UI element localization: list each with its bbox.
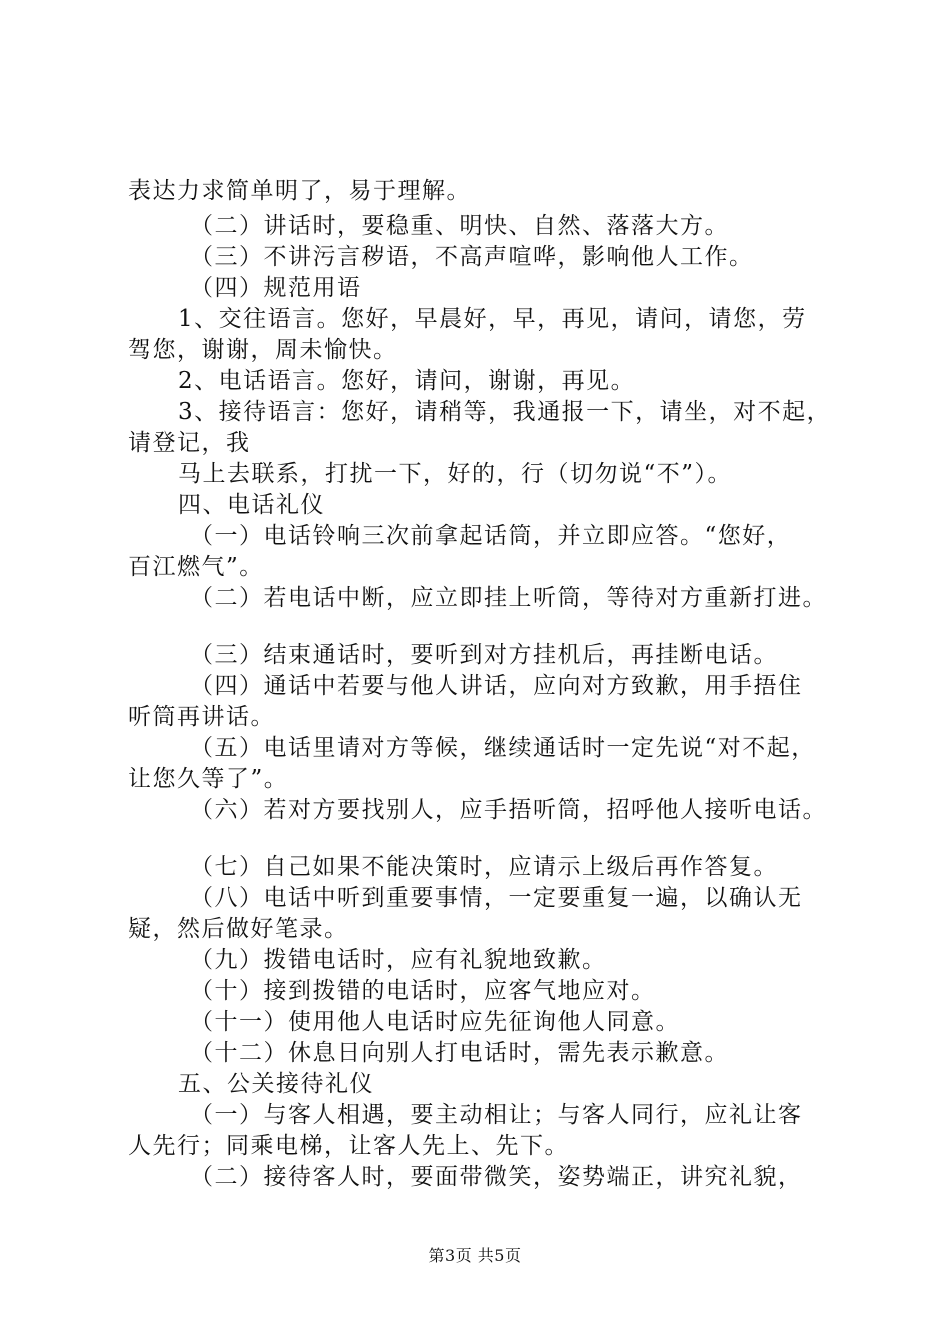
text-line: （一）与客人相遇，要主动相让；与客人同行，应礼让客 [190, 1102, 803, 1128]
text-line: 请登记，我 [128, 430, 251, 456]
text-line: （六）若对方要找别人，应手捂听筒，招呼他人接听电话。 [190, 797, 827, 823]
text-line: （四）规范用语 [190, 275, 362, 301]
text-line: （十）接到拨错的电话时，应客气地应对。 [190, 978, 656, 1004]
text-line: （八）电话中听到重要事情，一定要重复一遍，以确认无 [190, 885, 803, 911]
text-line: 让您久等了”。 [128, 766, 289, 792]
text-line: 驾您，谢谢，周未愉快。 [128, 337, 398, 363]
text-line: （四）通话中若要与他人讲话，应向对方致歉，用手捂住 [190, 673, 803, 699]
text-line: 1、交往语言。您好，早晨好，早，再见，请问，请您，劳 [178, 306, 807, 332]
text-line: 听筒再讲话。 [128, 704, 275, 730]
text-line: 疑，然后做好笔录。 [128, 916, 349, 942]
text-line: 五、公关接待礼仪 [178, 1071, 374, 1097]
text-line: （二）接待客人时，要面带微笑，姿势端正，讲究礼貌， [190, 1164, 803, 1190]
text-line: （五）电话里请对方等候，继续通话时一定先说“对不起， [190, 735, 816, 761]
text-line: （九）拨错电话时，应有礼貌地致歉。 [190, 947, 607, 973]
text-line: 3、接待语言：您好，请稍等，我通报一下，请坐，对不起， [178, 399, 832, 425]
text-line: （三）结束通话时，要听到对方挂机后，再挂断电话。 [190, 642, 778, 668]
text-line: （十二）休息日向别人打电话时，需先表示歉意。 [190, 1040, 729, 1066]
text-line: 百江燃气”。 [128, 554, 264, 580]
text-line: 表达力求简单明了，易于理解。 [128, 178, 471, 204]
text-line: （十一）使用他人电话时应先征询他人同意。 [190, 1009, 680, 1035]
text-line: （二）若电话中断，应立即挂上听筒，等待对方重新打进。 [190, 585, 827, 611]
text-line: （七）自己如果不能决策时，应请示上级后再作答复。 [190, 854, 778, 880]
text-line: （三）不讲污言秽语，不高声喧哗，影响他人工作。 [190, 244, 754, 270]
text-line: （二）讲话时，要稳重、明快、自然、落落大方。 [190, 213, 729, 239]
page-footer: 第3页 共5页 [428, 1246, 522, 1265]
text-line: 人先行；同乘电梯，让客人先上、先下。 [128, 1133, 569, 1159]
text-line: 马上去联系，打扰一下，好的，行（切勿说“不”）。 [178, 461, 733, 487]
text-line: 四、电话礼仪 [178, 492, 325, 518]
text-line: （一）电话铃响三次前拿起话筒，并立即应答。“您好， [190, 523, 792, 549]
text-line: 2、电话语言。您好，请问，谢谢，再见。 [178, 368, 636, 394]
